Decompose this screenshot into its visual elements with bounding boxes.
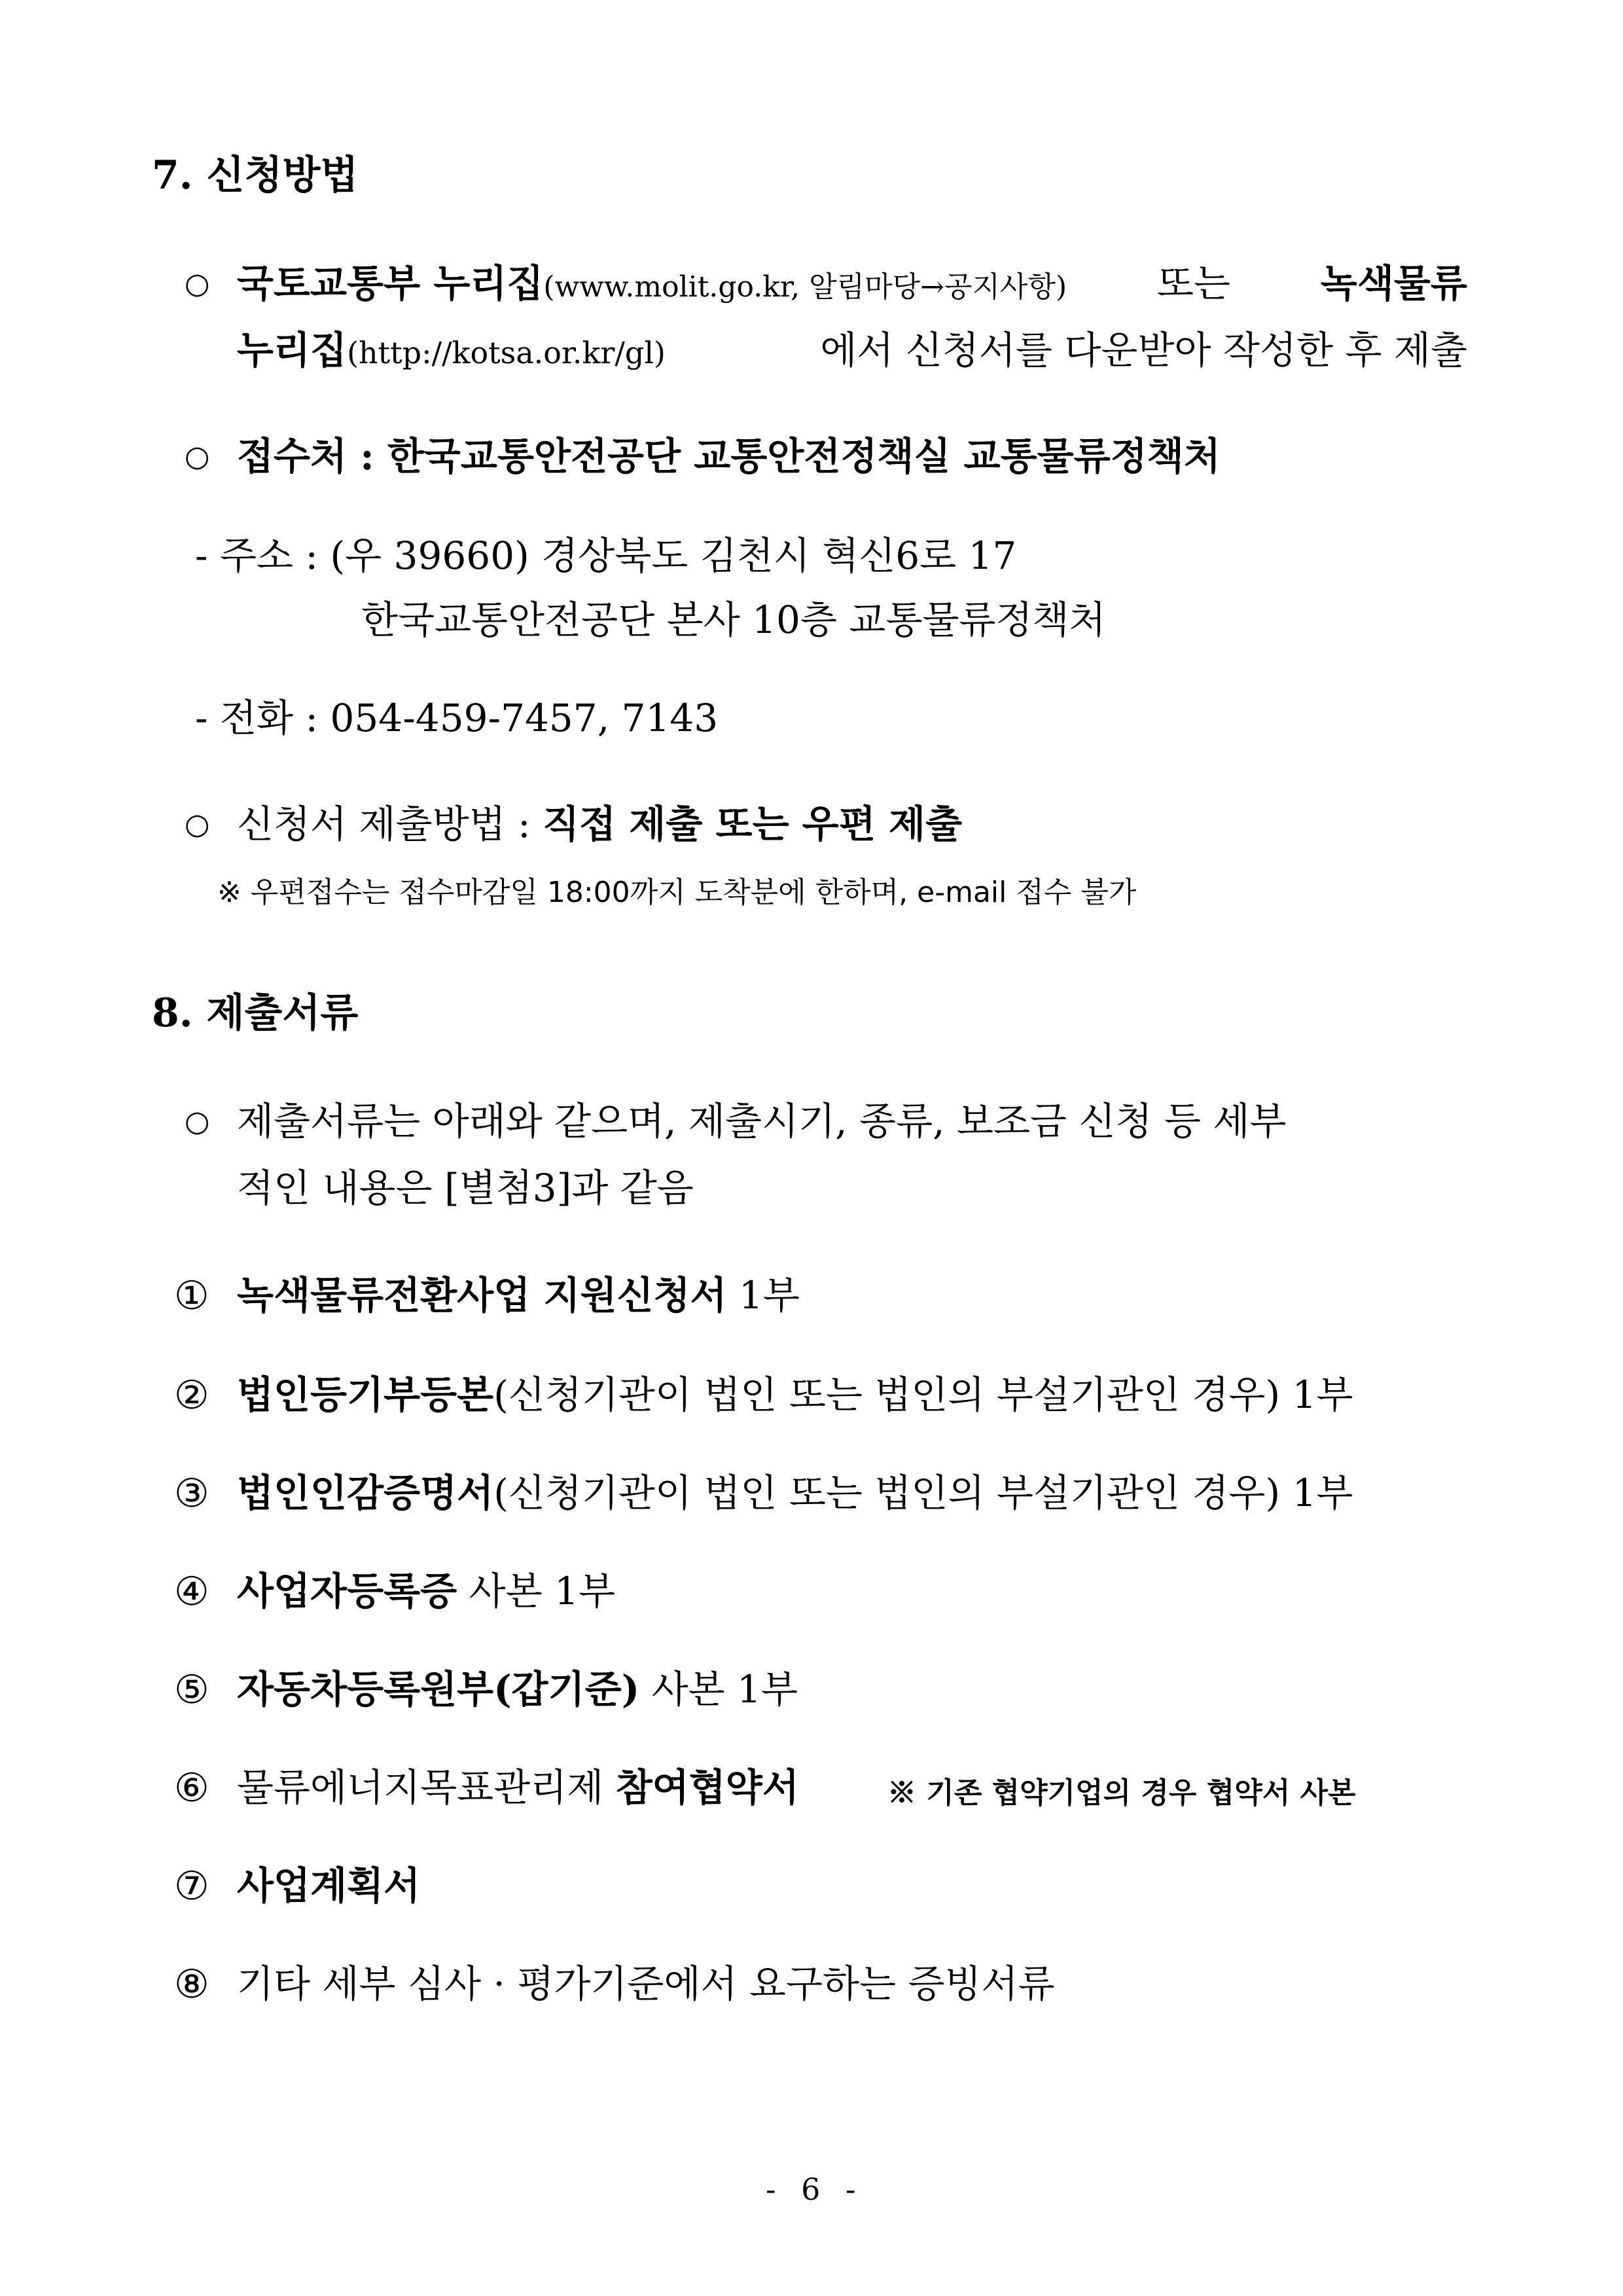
bullet-marker: ○: [185, 1105, 210, 1138]
documents-intro-line-2: 적인 내용은 [별첨3]과 같음: [237, 1166, 694, 1210]
molit-homepage-label: 국토교통부 누리집: [237, 261, 544, 306]
document-item: [237, 1765, 799, 1810]
document-item: [237, 1471, 1353, 1515]
apply-instructions: 에서 신청서를 다운받아 작성한 후 제출: [820, 328, 1467, 372]
submission-method-value: 직접 제출 또는 우편 제출: [543, 802, 963, 846]
document-item-title: 자동차등록원부(갑기준): [237, 1667, 640, 1712]
bullet-marker: ○: [185, 808, 210, 841]
bullet-marker: ○: [185, 267, 210, 300]
kotsa-url: (http://kotsa.or.kr/gl): [347, 335, 666, 370]
document-item-title: 사업계획서: [237, 1863, 421, 1908]
address-line-1: - 주소 : (우 39660) 경상북도 김천시 혁신6로 17: [195, 533, 1017, 578]
item-number: ③: [174, 1471, 209, 1516]
section-7-heading: 7. 신청방법: [152, 152, 359, 198]
molit-url: (www.molit.go.kr, 알림마당→공지사항): [543, 270, 1067, 304]
document-item: [237, 1667, 798, 1712]
apply-method-line-2: [237, 328, 1467, 372]
item-number: ①: [174, 1273, 209, 1319]
documents-intro-line-1: 제출서류는 아래와 같으며, 제출시기, 종류, 보조금 신청 등 세부: [237, 1099, 1287, 1143]
document-item-title: 법인인감증명서: [237, 1471, 494, 1515]
document-item-title: 참여협약서: [615, 1765, 799, 1810]
agreement-note: ※ 기존 협약기업의 경우 협약서 사본: [887, 1776, 1356, 1810]
document-item: [237, 1273, 800, 1318]
homepage-label: 누리집: [237, 328, 348, 372]
document-item-detail: (신청기관이 법인 또는 법인의 부설기관인 경우) 1부: [493, 1471, 1353, 1515]
document-item-prefix: 물류에너지목표관리제: [237, 1765, 616, 1810]
document-item-detail: 1부: [726, 1273, 800, 1318]
green-logistics-label: 녹색물류: [1320, 261, 1467, 306]
section-8-heading: 8. 제출서류: [152, 990, 359, 1036]
submission-method: [237, 802, 963, 846]
document-item-title: 사업자등록증: [237, 1569, 457, 1613]
document-item-title: 녹색물류전환사업 지원신청서: [237, 1273, 727, 1318]
phone-line: - 전화 : 054-459-7457, 7143: [195, 696, 719, 740]
apply-method-line-1: [237, 261, 1467, 306]
document-item: [237, 1372, 1454, 1417]
address-line-2: 한국교통안전공단 본사 10층 교통물류정책처: [361, 598, 1106, 642]
document-item-detail: 사본 1부: [639, 1667, 798, 1712]
document-item: 기타 세부 심사 · 평가기준에서 요구하는 증빙서류: [237, 1962, 1055, 2006]
item-number: ②: [174, 1372, 209, 1418]
item-number: ⑤: [174, 1667, 209, 1713]
item-number: ⑧: [174, 1962, 209, 2007]
document-item-title: 법인등기부등본: [237, 1372, 494, 1417]
document-item-detail: 사본 1부: [457, 1569, 616, 1613]
reception-office: 접수처 : 한국교통안전공단 교통안전정책실 교통물류정책처: [237, 434, 1221, 478]
item-number: ⑥: [174, 1765, 209, 1811]
document-item: [237, 1569, 616, 1613]
postal-note: ※ 우편접수는 접수마감일 18:00까지 도착분에 한하며, e-mail 접수 불가: [217, 876, 1137, 909]
item-number: ④: [174, 1569, 209, 1615]
page-number: - 6 -: [766, 2172, 864, 2207]
bullet-marker: ○: [185, 440, 210, 473]
item-number: ⑦: [174, 1863, 209, 1909]
or-text: 또는: [1156, 261, 1231, 306]
document-item-detail: (신청기관이 법인 또는 법인의 부설기관인 경우) 1부: [493, 1372, 1353, 1417]
submission-method-label: 신청서 제출방법 :: [237, 802, 543, 846]
